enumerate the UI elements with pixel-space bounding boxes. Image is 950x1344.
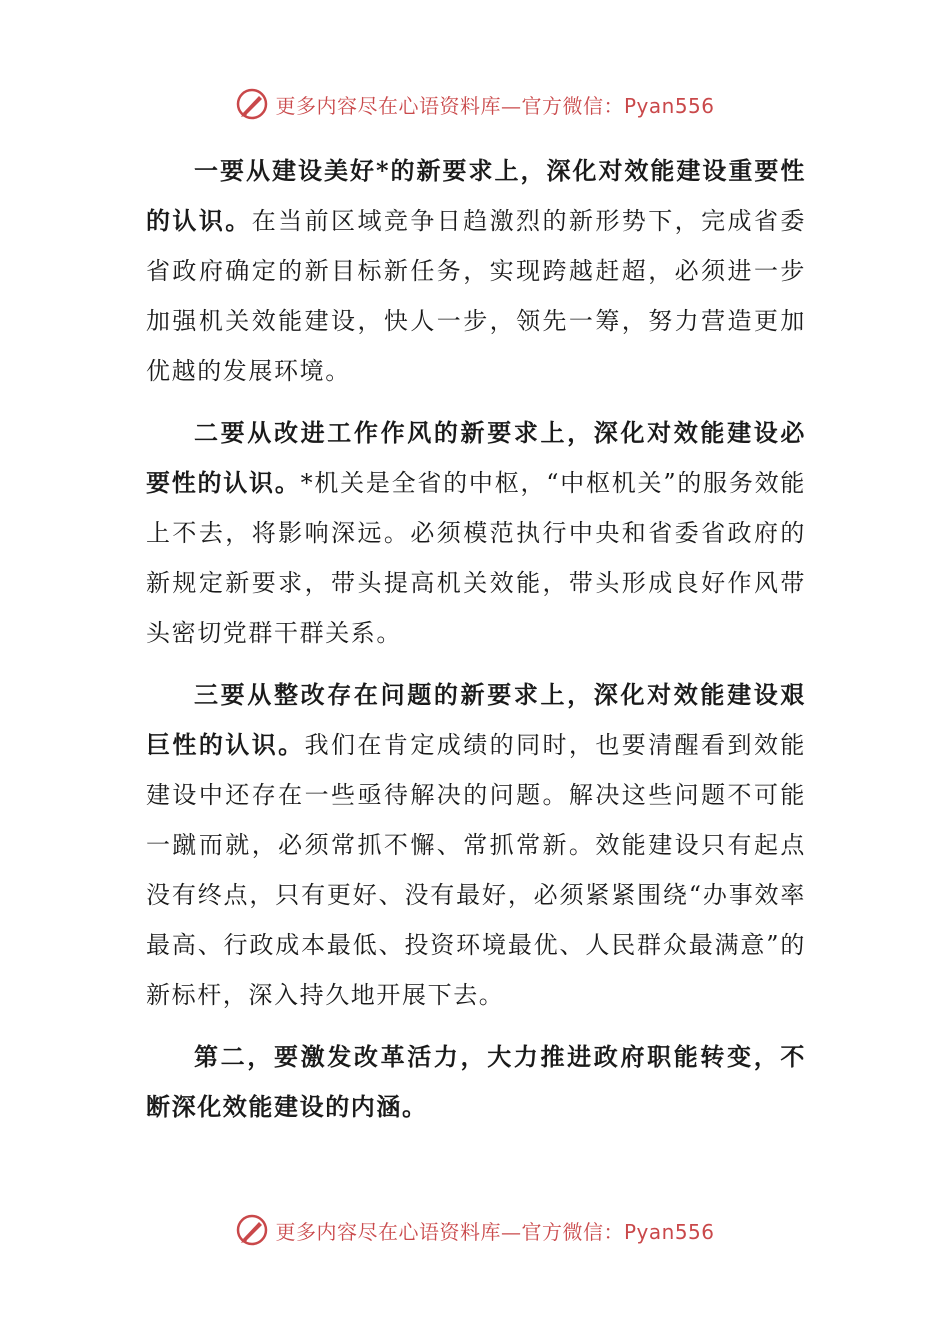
- paragraph-lead: 三要从整改存在问题的新要求上，深化对效能建设艰巨性的认识。: [146, 680, 806, 759]
- pen-logo-icon: [235, 87, 269, 121]
- paragraph-1: [146, 146, 806, 396]
- paragraph-2: [146, 408, 806, 658]
- paragraph-lead: 一要从建设美好*的新要求上，深化对效能建设重要性的认识。: [146, 156, 806, 235]
- header-banner: [0, 84, 950, 124]
- paragraph-4: [146, 1032, 806, 1132]
- pen-logo-icon: [235, 1213, 269, 1247]
- paragraph-3: [146, 670, 806, 1020]
- paragraph-lead: 二要从改进工作作风的新要求上，深化对效能建设必要性的认识。: [146, 418, 806, 497]
- document-body: [146, 146, 806, 1144]
- paragraph-text: 在当前区域竞争日趋激烈的新形势下，完成省委省政府确定的新目标新任务，实现跨越赶超，必须进一步加强机关效能建设，快人一步，领先一筹，努力营造更加优越的发展环境。: [146, 207, 806, 385]
- footer-banner: [0, 1210, 950, 1250]
- banner-text: 更多内容尽在心语资料库—官方微信：Pyan556: [275, 1219, 715, 1244]
- paragraph-text: 我们在肯定成绩的同时，也要清醒看到效能建设中还存在一些亟待解决的问题。解决这些问题不可能一蹴而就，必须常抓不懈、常抓常新。效能建设只有起点没有终点，只有更好、没有最好，必须紧紧围绕“办事效率最高、行政成本最低、投资环境最优、人民群众最满意”的新标杆，深入持久地开展下去。: [146, 731, 806, 1009]
- wechat-id: Pyan556: [623, 1219, 715, 1244]
- banner-text: 更多内容尽在心语资料库—官方微信：Pyan556: [275, 93, 715, 118]
- paragraph-lead: 第二，要激发改革活力，大力推进政府职能转变，不断深化效能建设的内涵。: [146, 1042, 806, 1121]
- wechat-id: Pyan556: [623, 93, 715, 118]
- paragraph-text: *机关是全省的中枢，“中枢机关”的服务效能上不去，将影响深远。必须模范执行中央和省委省政府的新规定新要求，带头提高机关效能，带头形成良好作风带头密切党群干群关系。: [146, 469, 807, 647]
